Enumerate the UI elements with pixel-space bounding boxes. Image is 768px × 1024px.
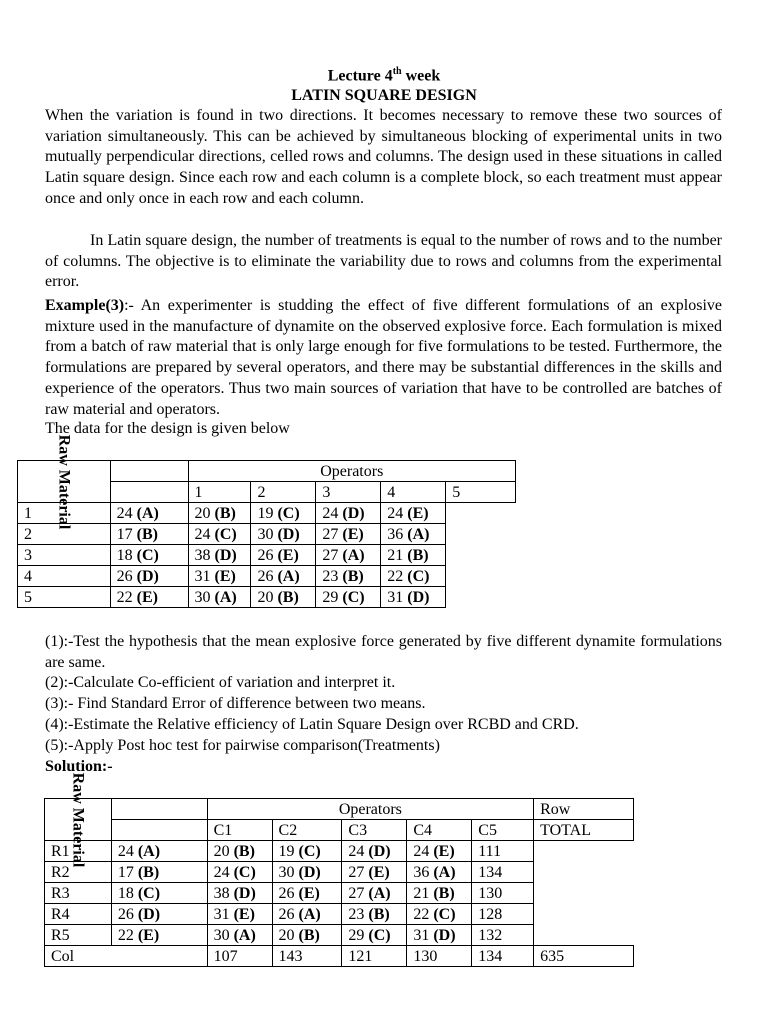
table-cell xyxy=(251,524,316,545)
treatment-letter: (E) xyxy=(342,525,364,543)
cell-value: 26 xyxy=(117,905,134,923)
treatment-letter: (E) xyxy=(233,905,255,923)
cell-value: 24 xyxy=(387,504,404,522)
table-row xyxy=(18,503,516,524)
table-row xyxy=(18,545,516,566)
cell-value: 27 xyxy=(322,546,339,564)
column-header: 2 xyxy=(251,482,316,503)
treatment-letter: (D) xyxy=(298,863,321,881)
treatment-letter: (E) xyxy=(136,588,158,606)
treatment-letter: (B) xyxy=(407,546,429,564)
treatment-letter: (E) xyxy=(214,567,236,585)
treatment-letter: (A) xyxy=(233,926,256,944)
treatment-letter: (A) xyxy=(407,525,430,543)
treatment-letter: (C) xyxy=(277,504,300,522)
row-header: 5 xyxy=(18,587,111,608)
table-cell xyxy=(110,587,188,608)
table-row xyxy=(45,904,634,925)
table-cell xyxy=(272,925,342,946)
cell-value: 38 xyxy=(213,884,230,902)
treatment-letter: (C) xyxy=(342,588,365,606)
cell-value: 29 xyxy=(348,926,365,944)
treatment-letter: (D) xyxy=(233,884,256,902)
col-total-cell: 130 xyxy=(407,946,472,967)
treatment-letter: (D) xyxy=(433,926,456,944)
treatment-letter: (A) xyxy=(368,884,391,902)
cell-value: 27 xyxy=(348,884,365,902)
table-row xyxy=(45,883,634,904)
treatment-letter: (E) xyxy=(298,884,320,902)
cell-value: 21 xyxy=(387,546,404,564)
treatment-letter: (E) xyxy=(433,842,455,860)
row-header: R1 xyxy=(45,841,112,862)
treatment-letter: (E) xyxy=(368,863,390,881)
table-cell xyxy=(407,841,472,862)
cell-value: 31 xyxy=(194,567,211,585)
treatment-letter: (E) xyxy=(407,504,429,522)
table-cell xyxy=(188,545,251,566)
table-cell xyxy=(407,925,472,946)
table-cell xyxy=(316,503,381,524)
table-cell xyxy=(111,862,207,883)
cell-value: 22 xyxy=(116,588,133,606)
col-total-label: Col xyxy=(45,946,208,967)
cell-value: 22 xyxy=(117,926,134,944)
row-header: 2 xyxy=(18,524,111,545)
table-row xyxy=(18,587,516,608)
row-total-cell: 111 xyxy=(472,841,534,862)
treatment-letter: (C) xyxy=(214,525,237,543)
treatment-letter: (B) xyxy=(433,884,455,902)
table-cell xyxy=(407,883,472,904)
cell-value: 24 xyxy=(213,863,230,881)
table-row xyxy=(45,925,634,946)
treatment-letter: (E) xyxy=(277,546,299,564)
table-cell xyxy=(188,587,251,608)
cell-value: 26 xyxy=(257,567,274,585)
cell-value: 20 xyxy=(194,504,211,522)
totals-table xyxy=(44,772,634,967)
row-total-cell: 134 xyxy=(472,862,534,883)
example-paragraph: Example(3):- An experimenter is studding the effect of five different formulations of an explosive mixture used in the manufacture of dynamite on the observed explosive force. Each formulation is mixed from a batch of raw material that is only large enough for five formulations to be tested. Furthermore, the formulations are prepared by several operators, and there may be substantial differences in the skills and experience of the operators. Thus two main sources of variation that have to be controlled are batches of raw material and operators. xyxy=(45,297,722,418)
operators-header: Operators xyxy=(188,461,516,482)
cell-value: 30 xyxy=(257,525,274,543)
table-cell xyxy=(110,566,188,587)
table-cell xyxy=(110,545,188,566)
treatment-letter: (E) xyxy=(137,926,160,944)
solution-label: Solution:- xyxy=(45,758,113,775)
treatment-letter: (B) xyxy=(137,863,160,881)
grand-total-cell: 635 xyxy=(534,946,634,967)
table-cell xyxy=(316,566,381,587)
treatment-letter: (C) xyxy=(233,863,256,881)
table-cell xyxy=(188,566,251,587)
cell-value: 38 xyxy=(194,546,211,564)
table-cell xyxy=(381,545,446,566)
column-header: C3 xyxy=(342,820,407,841)
table-cell xyxy=(207,841,272,862)
treatment-letter: (B) xyxy=(136,525,158,543)
table-cell xyxy=(272,904,342,925)
cell-value: 30 xyxy=(213,926,230,944)
table-cell xyxy=(342,904,407,925)
design-heading: LATIN SQUARE DESIGN xyxy=(291,87,477,104)
cell-value: 29 xyxy=(322,588,339,606)
col-total-cell: 143 xyxy=(272,946,342,967)
row-total-cell: 128 xyxy=(472,904,534,925)
table-cell xyxy=(342,841,407,862)
table-cell xyxy=(342,862,407,883)
table-cell xyxy=(110,503,188,524)
row-header: R5 xyxy=(45,925,112,946)
treatment-letter: (C) xyxy=(368,926,391,944)
column-header: 4 xyxy=(381,482,446,503)
table-cell xyxy=(316,587,381,608)
cell-value: 31 xyxy=(387,588,404,606)
table-cell xyxy=(188,524,251,545)
cell-value: 22 xyxy=(387,567,404,585)
col-total-cell: 121 xyxy=(342,946,407,967)
cell-value: 27 xyxy=(348,863,365,881)
table-cell xyxy=(111,883,207,904)
treatment-letter: (A) xyxy=(214,588,237,606)
cell-value: 26 xyxy=(257,546,274,564)
treatment-letter: (B) xyxy=(298,926,320,944)
cell-value: 24 xyxy=(322,504,339,522)
cell-value: 36 xyxy=(413,863,430,881)
col-total-cell: 134 xyxy=(472,946,534,967)
column-header: C2 xyxy=(272,820,342,841)
table-cell xyxy=(111,841,207,862)
row-total-cell: 132 xyxy=(472,925,534,946)
treatment-letter: (B) xyxy=(342,567,364,585)
question-2: (2):-Calculate Co-efficient of variation and interpret it. xyxy=(45,674,396,691)
column-header: C1 xyxy=(207,820,272,841)
table-cell xyxy=(272,862,342,883)
cell-value: 20 xyxy=(213,842,230,860)
treatment-letter: (D) xyxy=(342,504,365,522)
treatment-letter: (A) xyxy=(433,863,456,881)
table-row xyxy=(45,862,634,883)
treatment-letter: (D) xyxy=(137,905,161,923)
question-3: (3):- Find Standard Error of difference between two means. xyxy=(45,695,426,712)
cell-value: 18 xyxy=(116,546,133,564)
treatment-letter: (D) xyxy=(368,842,391,860)
column-header: C4 xyxy=(407,820,472,841)
table-cell xyxy=(111,904,207,925)
cell-value: 24 xyxy=(117,842,134,860)
raw-material-label-cell: Raw Material xyxy=(18,461,111,503)
table-cell xyxy=(407,904,472,925)
col-total-cell: 107 xyxy=(207,946,272,967)
question-4: (4):-Estimate the Relative efficiency of Latin Square Design over RCBD and CRD. xyxy=(45,716,579,733)
cell-value: 22 xyxy=(413,905,430,923)
row-header: 4 xyxy=(18,566,111,587)
row-total-cell: 130 xyxy=(472,883,534,904)
row-header: R2 xyxy=(45,862,112,883)
table-cell xyxy=(207,883,272,904)
treatment-letter: (A) xyxy=(136,504,159,522)
table-cell xyxy=(381,566,446,587)
table-cell xyxy=(251,587,316,608)
table-cell xyxy=(188,503,251,524)
row-total-header-1: Row xyxy=(534,799,634,820)
row-header: 3 xyxy=(18,545,111,566)
operators-header: Operators xyxy=(207,799,534,820)
treatment-letter: (C) xyxy=(298,842,321,860)
table-row xyxy=(18,524,516,545)
table-cell xyxy=(207,925,272,946)
cell-value: 24 xyxy=(413,842,430,860)
table-cell xyxy=(316,545,381,566)
treatment-letter: (B) xyxy=(277,588,299,606)
column-header: C5 xyxy=(472,820,534,841)
table-cell xyxy=(342,883,407,904)
column-header: 5 xyxy=(446,482,516,503)
row-total-header-2: TOTAL xyxy=(534,820,634,841)
cell-value: 18 xyxy=(117,884,134,902)
data-intro-line: The data for the design is given below xyxy=(45,420,290,437)
row-header: R4 xyxy=(45,904,112,925)
lecture-title: Lecture 4th week xyxy=(327,66,441,85)
table-cell xyxy=(251,545,316,566)
table-cell xyxy=(111,925,207,946)
cell-value: 23 xyxy=(322,567,339,585)
column-header: 3 xyxy=(316,482,381,503)
cell-value: 20 xyxy=(257,588,274,606)
cell-value: 31 xyxy=(413,926,430,944)
treatment-letter: (C) xyxy=(407,567,430,585)
cell-value: 36 xyxy=(387,525,404,543)
treatment-letter: (C) xyxy=(433,905,456,923)
table-cell xyxy=(110,524,188,545)
question-1: (1):-Test the hypothesis that the mean explosive force generated by five different dynamite formulations are same. xyxy=(45,633,722,671)
intro-paragraph-1: When the variation is found in two directions. It becomes necessary to remove these two sources of variation simultaneously. This can be achieved by simultaneous blocking of experimental units in two mutually perpendicular directions, celled rows and columns. The design used in these situations in called Latin square design. Since each row and each column is a complete block, so each treatment must appear once and only once in each row and each column. xyxy=(45,107,722,207)
raw-material-label-cell: Raw Material xyxy=(45,799,112,841)
treatment-letter: (A) xyxy=(342,546,365,564)
table-cell xyxy=(272,841,342,862)
table-cell xyxy=(342,925,407,946)
cell-value: 27 xyxy=(322,525,339,543)
cell-value: 30 xyxy=(278,863,295,881)
cell-value: 24 xyxy=(348,842,365,860)
table-cell xyxy=(316,524,381,545)
treatment-letter: (B) xyxy=(214,504,236,522)
column-header: 1 xyxy=(188,482,251,503)
cell-value: 24 xyxy=(194,525,211,543)
table-cell xyxy=(251,566,316,587)
treatment-letter: (A) xyxy=(277,567,300,585)
table-cell xyxy=(207,904,272,925)
treatment-letter: (B) xyxy=(368,905,390,923)
table-cell xyxy=(381,587,446,608)
table-cell xyxy=(251,503,316,524)
cell-value: 19 xyxy=(278,842,295,860)
treatment-letter: (C) xyxy=(137,884,161,902)
cell-value: 20 xyxy=(278,926,295,944)
treatment-letter: (A) xyxy=(298,905,321,923)
cell-value: 17 xyxy=(116,525,133,543)
treatment-letter: (D) xyxy=(277,525,300,543)
treatment-letter: (B) xyxy=(233,842,255,860)
question-5: (5):-Apply Post hoc test for pairwise comparison(Treatments) xyxy=(45,737,440,754)
treatment-letter: (D) xyxy=(136,567,159,585)
cell-value: 30 xyxy=(194,588,211,606)
cell-value: 24 xyxy=(116,504,133,522)
table-cell xyxy=(381,524,446,545)
treatment-letter: (C) xyxy=(136,546,159,564)
cell-value: 19 xyxy=(257,504,274,522)
cell-value: 17 xyxy=(117,863,134,881)
cell-value: 31 xyxy=(213,905,230,923)
treatment-letter: (D) xyxy=(407,588,430,606)
table-cell xyxy=(272,883,342,904)
data-table xyxy=(17,434,516,608)
treatment-letter: (A) xyxy=(137,842,161,860)
row-header: 1 xyxy=(18,503,111,524)
intro-paragraph-2: In Latin square design, the number of treatments is equal to the number of rows and to the number of columns. The objective is to eliminate the variability due to rows and columns from the experimental error. xyxy=(45,232,722,291)
table-cell xyxy=(381,503,446,524)
cell-value: 23 xyxy=(348,905,365,923)
cell-value: 26 xyxy=(278,905,295,923)
row-header: R3 xyxy=(45,883,112,904)
example-label: Example(3) xyxy=(45,297,125,314)
table-row xyxy=(18,566,516,587)
cell-value: 21 xyxy=(413,884,430,902)
table-cell xyxy=(407,862,472,883)
table-cell xyxy=(207,862,272,883)
cell-value: 26 xyxy=(278,884,295,902)
cell-value: 26 xyxy=(116,567,133,585)
treatment-letter: (D) xyxy=(214,546,237,564)
table-row xyxy=(45,841,634,862)
